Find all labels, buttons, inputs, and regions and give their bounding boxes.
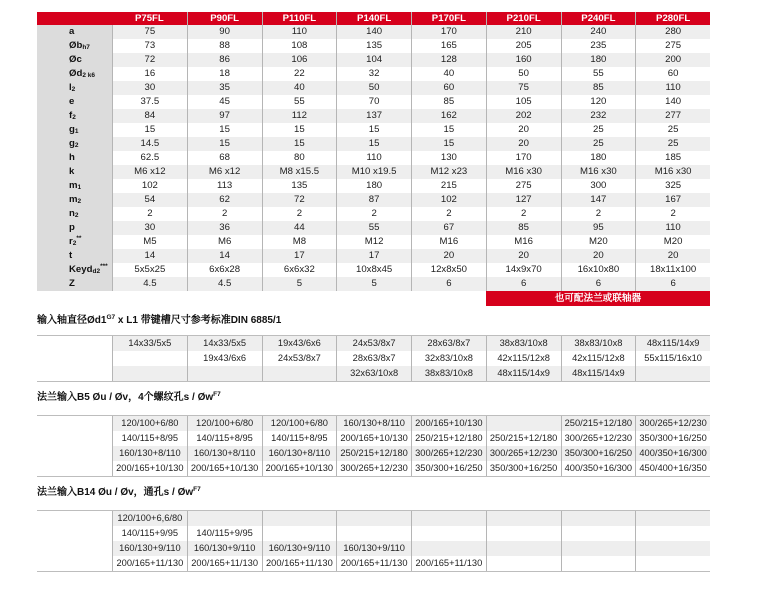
section-title-flange-b14: 法兰输入B14 Øu / Øv，通孔s / $Øw^{F7}$ [37,486,201,498]
row-spacer [37,431,112,446]
table-cell: 105 [486,95,561,109]
table-cell: M10 x19.5 [336,165,411,179]
option-cell: 32x83/10x8 [411,351,486,366]
option-cell: 350/300+16/250 [635,431,710,446]
table-cell: 14x9x70 [486,263,561,277]
table-cell: 110 [262,25,337,39]
row-spacer [37,416,112,431]
row-spacer [37,461,112,476]
table-cell: 200 [635,53,710,67]
table-cell: 14 [112,249,187,263]
table-cell: 215 [411,179,486,193]
note-banner: 也可配法兰或联轴器 [486,291,710,306]
option-cell [411,511,486,526]
option-cell [411,526,486,541]
row-label: $g_2$ [37,137,112,151]
divider [37,381,710,382]
option-cell: 300/265+12/230 [561,431,636,446]
option-cell: 160/130+9/110 [262,541,337,556]
row-label: p [37,221,112,235]
option-cell: 160/130+8/110 [187,446,262,461]
table-cell: 15 [112,123,187,137]
option-cell: 32x63/10x8 [336,366,411,381]
option-cell: 120/100+6/80 [112,416,187,431]
dimension-table [37,12,710,291]
column-header: P75FL [112,12,187,25]
option-cell: 300/265+12/230 [486,446,561,461]
divider [37,476,710,477]
table-cell: 6 [486,277,561,291]
table-cell: 20 [486,249,561,263]
table-cell: 2 [112,207,187,221]
table-cell: 15 [262,137,337,151]
table-cell: 95 [561,221,636,235]
table-cell: 112 [262,109,337,123]
table-cell: M16 x30 [486,165,561,179]
table-cell: 2 [411,207,486,221]
table-cell: 30 [112,221,187,235]
table-cell: 70 [336,95,411,109]
row-label: t [37,249,112,263]
table-cell: 102 [411,193,486,207]
table-cell: 72 [262,193,337,207]
option-cell [486,556,561,571]
option-cell [486,416,561,431]
option-cell: 14x33/5x5 [112,336,187,351]
table-cell: 2 [262,207,337,221]
table-cell: 85 [561,81,636,95]
column-header: P140FL [336,12,411,25]
table-cell: 25 [635,137,710,151]
table-cell: M16 x30 [635,165,710,179]
table-cell: 6 [635,277,710,291]
option-cell [112,351,187,366]
table-cell: 140 [635,95,710,109]
table-cell: 32 [336,67,411,81]
column-header: P280FL [635,12,710,25]
option-cell: 250/215+12/180 [561,416,636,431]
table-cell: 202 [486,109,561,123]
table-cell: 128 [411,53,486,67]
table-cell: 130 [411,151,486,165]
option-cell: 140/115+9/95 [112,526,187,541]
option-cell: 160/130+9/110 [187,541,262,556]
table-cell: 325 [635,179,710,193]
option-cell [187,511,262,526]
table-cell: 180 [561,151,636,165]
table-cell: 5x5x25 [112,263,187,277]
option-cell: 200/165+11/130 [336,556,411,571]
option-cell: 250/215+12/180 [336,446,411,461]
table-cell: 22 [262,67,337,81]
table-cell: 5 [336,277,411,291]
option-cell: 200/165+11/130 [112,556,187,571]
table-cell: 54 [112,193,187,207]
table-cell: 15 [411,137,486,151]
option-cell [561,526,636,541]
option-cell: 300/265+12/230 [635,416,710,431]
row-label: $m_2$ [37,193,112,207]
table-cell: 205 [486,39,561,53]
table-cell: M16 x30 [561,165,636,179]
option-cell: 200/165+10/130 [411,416,486,431]
row-label: Z [37,277,112,291]
table-cell: M8 x15.5 [262,165,337,179]
option-cell: 160/130+9/110 [336,541,411,556]
table-cell: M5 [112,235,187,249]
table-cell: 180 [336,179,411,193]
option-cell: 55x115/16x10 [635,351,710,366]
option-cell: 250/215+12/180 [486,431,561,446]
column-header: P210FL [486,12,561,25]
option-cell: 200/165+11/130 [411,556,486,571]
table-cell: 162 [411,109,486,123]
option-cell: 120/100+6/80 [262,416,337,431]
option-cell [187,366,262,381]
option-cell: 24x53/8x7 [336,336,411,351]
row-spacer [37,446,112,461]
table-cell: M20 [561,235,636,249]
table-cell: 6x6x28 [187,263,262,277]
option-cell: 200/165+11/130 [262,556,337,571]
option-cell: 400/350+16/300 [561,461,636,476]
table-cell: M12 x23 [411,165,486,179]
option-cell: 48x115/14x9 [486,366,561,381]
table-cell: 147 [561,193,636,207]
table-cell: 6x6x32 [262,263,337,277]
divider [37,571,710,572]
option-cell: 350/300+16/250 [411,461,486,476]
table-cell: 15 [187,137,262,151]
table-cell: 15 [336,137,411,151]
option-cell: 350/300+16/250 [486,461,561,476]
option-cell [336,511,411,526]
row-label: $Ød_{2 k6}$ [37,67,112,81]
table-cell: 62 [187,193,262,207]
table-cell: M16 [411,235,486,249]
option-cell [262,366,337,381]
table-cell: 167 [635,193,710,207]
option-cell: 160/130+8/110 [112,446,187,461]
table-cell: 86 [187,53,262,67]
table-cell: 73 [112,39,187,53]
option-cell: 120/100+6/80 [187,416,262,431]
row-label: k [37,165,112,179]
flange-b5-table [37,416,710,476]
option-cell [486,526,561,541]
option-cell [486,511,561,526]
table-cell: 185 [635,151,710,165]
option-cell [411,541,486,556]
row-label: a [37,25,112,39]
table-cell: 55 [262,95,337,109]
table-cell: 113 [187,179,262,193]
option-cell: 200/165+10/130 [336,431,411,446]
option-cell: 200/165+10/130 [112,461,187,476]
option-cell: 28x63/8x7 [411,336,486,351]
option-cell [561,556,636,571]
option-cell: 300/265+12/230 [336,461,411,476]
row-spacer [37,511,112,526]
option-cell: 19x43/6x6 [187,351,262,366]
table-cell: 110 [635,81,710,95]
option-cell: 42x115/12x8 [486,351,561,366]
table-cell: 14 [187,249,262,263]
table-cell: 18x11x100 [635,263,710,277]
option-cell [635,541,710,556]
table-cell: 120 [561,95,636,109]
option-cell: 300/265+12/230 [411,446,486,461]
row-label: $Øb_{h7}$ [37,39,112,53]
table-cell: 4.5 [187,277,262,291]
table-cell: 55 [336,221,411,235]
table-cell: 85 [486,221,561,235]
table-cell: 25 [635,123,710,137]
spec-sheet [37,12,710,572]
row-label: e [37,95,112,109]
table-cell: 75 [112,25,187,39]
option-cell: 140/115+8/95 [187,431,262,446]
table-cell: 55 [561,67,636,81]
table-cell: 232 [561,109,636,123]
row-spacer [37,336,112,351]
option-cell [112,366,187,381]
table-cell: 2 [187,207,262,221]
table-cell: 20 [411,249,486,263]
table-cell: 2 [336,207,411,221]
flange-b14-table [37,511,710,571]
table-cell: 275 [486,179,561,193]
table-cell: 50 [336,81,411,95]
table-cell: M6 [187,235,262,249]
table-cell: 240 [561,25,636,39]
table-cell: 44 [262,221,337,235]
table-cell: 140 [336,25,411,39]
option-cell [486,541,561,556]
option-cell: 160/130+8/110 [336,416,411,431]
table-cell: 15 [336,123,411,137]
column-header: P240FL [561,12,636,25]
table-cell: 104 [336,53,411,67]
table-cell: 35 [187,81,262,95]
table-cell: 17 [262,249,337,263]
table-cell: 110 [336,151,411,165]
table-cell: 30 [112,81,187,95]
option-cell: 38x83/10x8 [486,336,561,351]
table-cell: 20 [486,123,561,137]
table-cell: 280 [635,25,710,39]
option-cell: 200/165+10/130 [187,461,262,476]
table-cell: M6 x12 [112,165,187,179]
table-cell: 75 [486,81,561,95]
section-title-input-shaft: 输入轴直径$Ød1^{G7}$ x L1 带键槽尺寸参考标准DIN 6885/1 [37,314,282,326]
table-cell: 25 [561,123,636,137]
table-cell: 20 [635,249,710,263]
table-cell: 170 [486,151,561,165]
option-cell: 140/115+8/95 [262,431,337,446]
option-cell: 38x83/10x8 [411,366,486,381]
table-cell: 16 [112,67,187,81]
table-cell: 2 [561,207,636,221]
row-label: h [37,151,112,165]
option-cell: 38x83/10x8 [561,336,636,351]
table-cell: 67 [411,221,486,235]
table-cell: 60 [411,81,486,95]
table-cell: 62.5 [112,151,187,165]
option-cell: 28x63/8x7 [336,351,411,366]
option-cell: 250/215+12/180 [411,431,486,446]
table-cell: M6 x12 [187,165,262,179]
header-corner [37,12,112,25]
table-cell: 45 [187,95,262,109]
table-cell: 18 [187,67,262,81]
table-cell: 6 [411,277,486,291]
table-cell: 4.5 [112,277,187,291]
table-cell: 2 [635,207,710,221]
table-cell: 135 [262,179,337,193]
row-label: $n_2$ [37,207,112,221]
table-cell: 80 [262,151,337,165]
table-cell: 50 [486,67,561,81]
option-cell: 19x43/6x6 [262,336,337,351]
option-cell [635,526,710,541]
option-cell: 42x115/12x8 [561,351,636,366]
row-label: Øc [37,53,112,67]
row-spacer [37,541,112,556]
option-cell: 48x115/14x9 [635,336,710,351]
option-cell [635,366,710,381]
table-cell: 37.5 [112,95,187,109]
option-cell [336,526,411,541]
table-cell: 20 [486,137,561,151]
option-cell: 450/400+16/350 [635,461,710,476]
table-cell: 40 [262,81,337,95]
table-cell: 108 [262,39,337,53]
table-cell: 72 [112,53,187,67]
table-cell: 15 [262,123,337,137]
option-cell: 160/130+8/110 [262,446,337,461]
table-cell: 170 [411,25,486,39]
option-cell: 120/100+6,6/80 [112,511,187,526]
option-cell: 160/130+9/110 [112,541,187,556]
table-cell: 15 [187,123,262,137]
table-cell: 14.5 [112,137,187,151]
table-cell: 17 [336,249,411,263]
table-cell: 137 [336,109,411,123]
table-cell: M16 [486,235,561,249]
input-shaft-table [37,336,710,381]
table-cell: 5 [262,277,337,291]
option-cell: 400/350+16/300 [635,446,710,461]
row-spacer [37,556,112,571]
table-cell: 277 [635,109,710,123]
table-cell: M8 [262,235,337,249]
table-cell: 2 [486,207,561,221]
row-spacer [37,366,112,381]
column-header: P170FL [411,12,486,25]
row-label: Keyd$_{d2}$*** [37,263,112,277]
table-cell: 235 [561,39,636,53]
table-cell: 36 [187,221,262,235]
table-cell: 6 [561,277,636,291]
column-header: P110FL [262,12,337,25]
option-cell [262,511,337,526]
table-cell: 87 [336,193,411,207]
table-cell: M20 [635,235,710,249]
option-cell: 24x53/8x7 [262,351,337,366]
table-cell: 110 [635,221,710,235]
option-cell: 140/115+9/95 [187,526,262,541]
table-cell: 165 [411,39,486,53]
table-cell: 84 [112,109,187,123]
table-cell: 160 [486,53,561,67]
table-cell: 20 [561,249,636,263]
table-cell: 102 [112,179,187,193]
section-title-flange-b5: 法兰输入B5 Øu / Øv，4个螺纹孔s / $Øw^{F7}$ [37,391,221,403]
row-label: $f_2$ [37,109,112,123]
option-cell [635,556,710,571]
row-spacer [37,351,112,366]
table-cell: 15 [411,123,486,137]
table-cell: 60 [635,67,710,81]
row-label: $r_2^{**}$ [37,235,112,249]
option-cell [262,526,337,541]
option-cell [561,541,636,556]
table-cell: 106 [262,53,337,67]
table-cell: 25 [561,137,636,151]
table-cell: 12x8x50 [411,263,486,277]
note-row [37,291,710,306]
table-cell: 10x8x45 [336,263,411,277]
table-cell: 40 [411,67,486,81]
option-cell: 200/165+11/130 [187,556,262,571]
column-header: P90FL [187,12,262,25]
option-cell [635,511,710,526]
table-cell: 97 [187,109,262,123]
row-spacer [37,526,112,541]
table-cell: M12 [336,235,411,249]
table-cell: 68 [187,151,262,165]
row-label: $g_1$ [37,123,112,137]
option-cell: 48x115/14x9 [561,366,636,381]
row-label: $m_1$ [37,179,112,193]
row-label: $l_2$ [37,81,112,95]
option-cell: 350/300+16/250 [561,446,636,461]
table-cell: 210 [486,25,561,39]
table-cell: 300 [561,179,636,193]
table-cell: 180 [561,53,636,67]
option-cell: 140/115+8/95 [112,431,187,446]
table-cell: 16x10x80 [561,263,636,277]
table-cell: 275 [635,39,710,53]
table-cell: 127 [486,193,561,207]
option-cell: 200/165+10/130 [262,461,337,476]
table-cell: 85 [411,95,486,109]
option-cell: 14x33/5x5 [187,336,262,351]
table-cell: 135 [336,39,411,53]
option-cell [561,511,636,526]
table-cell: 90 [187,25,262,39]
table-cell: 88 [187,39,262,53]
